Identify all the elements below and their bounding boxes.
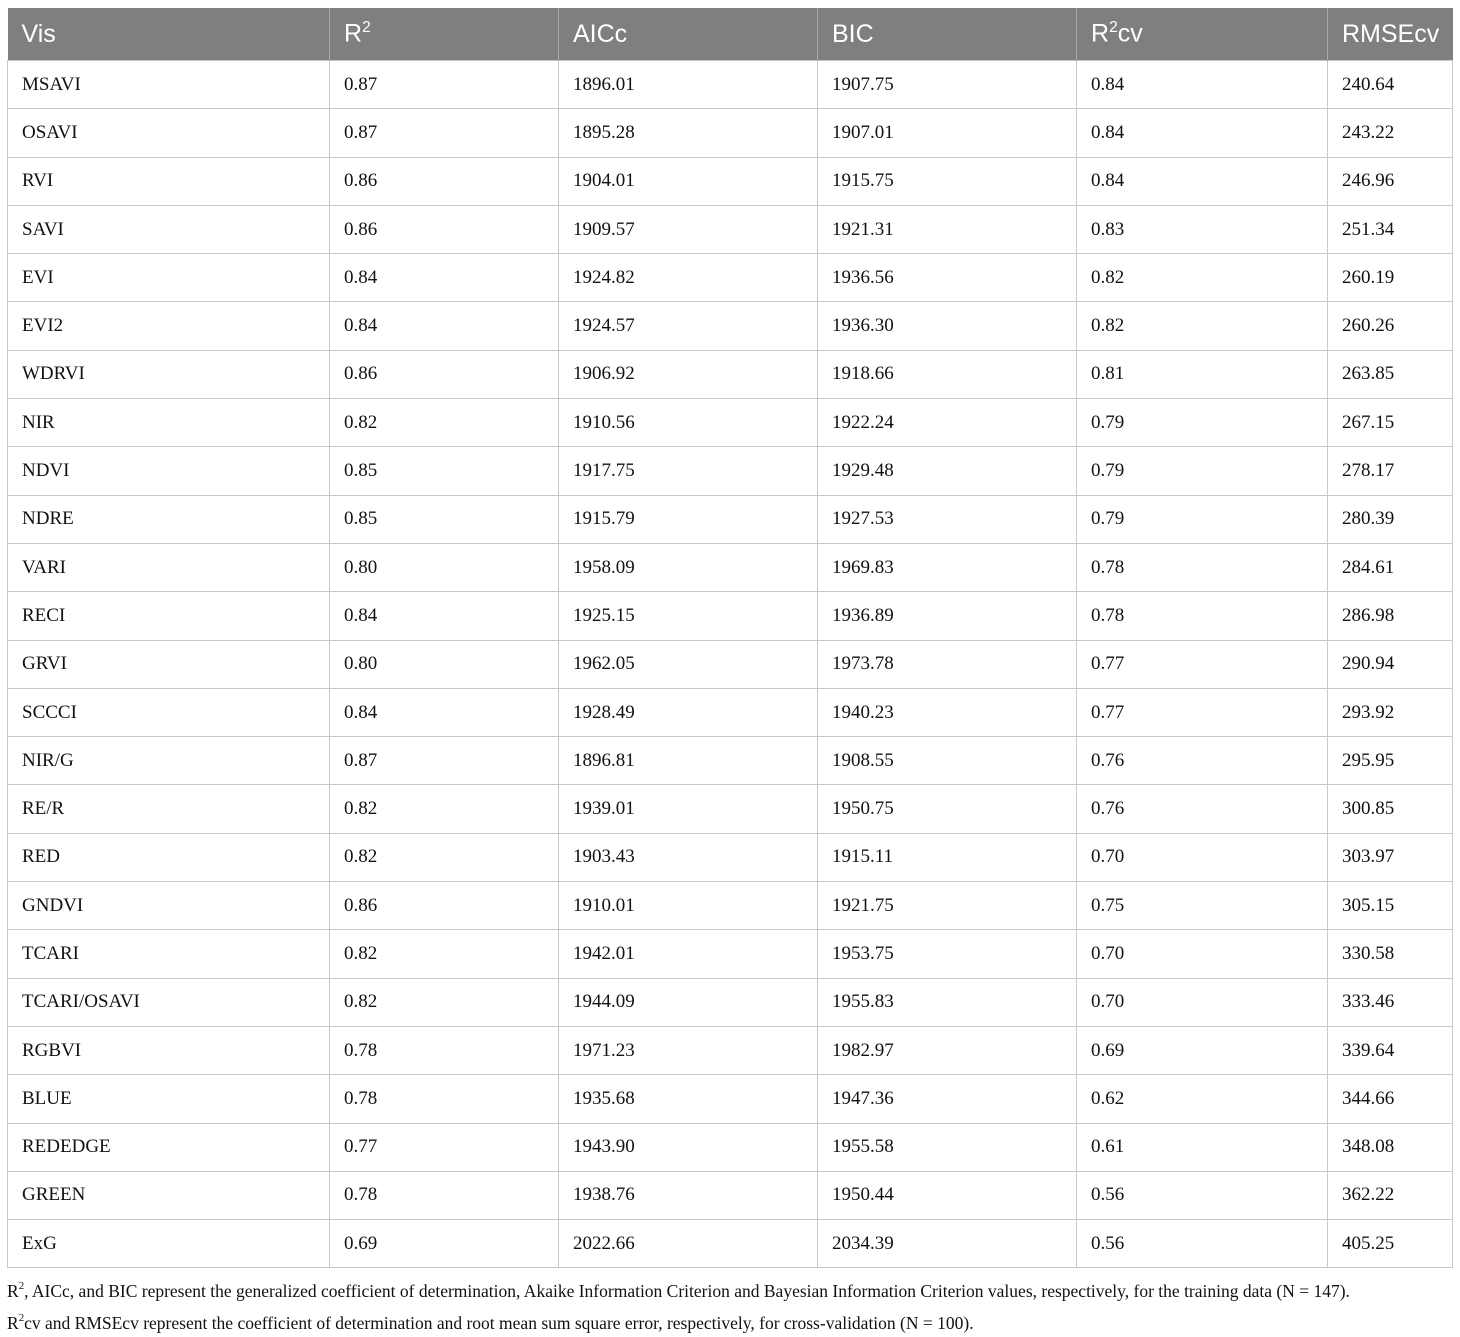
table-cell: NDRE [8,495,330,543]
table-cell: 1921.31 [818,205,1077,253]
table-row [8,1123,1453,1171]
header-label: R [344,19,363,48]
table-cell: 0.70 [1077,833,1328,881]
table-cell: 0.78 [330,1075,559,1123]
table-cell: 1973.78 [818,640,1077,688]
footnote-text: cv and RMSEcv represent the coefficient of determination and root mean sum square error, respectively, for cross-validation (N = 100). [24,1312,974,1333]
table-cell: 0.84 [330,688,559,736]
column-header [1077,8,1328,61]
header-suffix: cv [1117,19,1143,48]
table-row [8,833,1453,881]
table-cell: 1915.75 [818,157,1077,205]
results-table [7,8,1453,1268]
table-cell: 0.61 [1077,1123,1328,1171]
table-cell: TCARI/OSAVI [8,978,330,1026]
table-row [8,61,1453,109]
table-cell: 1928.49 [559,688,818,736]
table-row [8,640,1453,688]
table-cell: 0.77 [330,1123,559,1171]
table-cell: 339.64 [1328,1026,1453,1074]
table-cell: ExG [8,1220,330,1268]
table-cell: 1910.56 [559,399,818,447]
table-cell: 0.86 [330,157,559,205]
header-label: RMSEcv [1342,19,1440,48]
table-cell: 0.62 [1077,1075,1328,1123]
table-cell: 286.98 [1328,592,1453,640]
table-cell: 0.84 [330,592,559,640]
table-row [8,785,1453,833]
table-cell: 305.15 [1328,882,1453,930]
table-cell: 0.85 [330,495,559,543]
table-cell: 0.79 [1077,495,1328,543]
footnote-superscript: 2 [18,1280,25,1293]
table-cell: TCARI [8,930,330,978]
table-cell: NIR [8,399,330,447]
footnote-superscript: 2 [18,1312,25,1325]
table-cell: 0.78 [330,1026,559,1074]
table-cell: 0.78 [1077,543,1328,591]
table-header-row [8,8,1453,61]
table-cell: 1915.11 [818,833,1077,881]
table-cell: 0.82 [330,399,559,447]
table-cell: 1938.76 [559,1171,818,1219]
table-row [8,1171,1453,1219]
table-cell: 0.86 [330,350,559,398]
table-cell: 0.85 [330,447,559,495]
table-row [8,205,1453,253]
table-row [8,543,1453,591]
table-cell: 1925.15 [559,592,818,640]
table-cell: 1950.75 [818,785,1077,833]
table-cell: 280.39 [1328,495,1453,543]
table-cell: 251.34 [1328,205,1453,253]
table-cell: 1915.79 [559,495,818,543]
table-cell: 0.80 [330,543,559,591]
footnote-line [7,1273,1457,1305]
table-cell: 1955.83 [818,978,1077,1026]
table-cell: MSAVI [8,61,330,109]
table-cell: 1917.75 [559,447,818,495]
table-row [8,495,1453,543]
table-cell: 0.76 [1077,737,1328,785]
table-row [8,592,1453,640]
table-cell: 1924.82 [559,254,818,302]
table-cell: BLUE [8,1075,330,1123]
header-label: R [1091,19,1110,48]
table-cell: 0.78 [1077,592,1328,640]
table-cell: NDVI [8,447,330,495]
table-cell: 1935.68 [559,1075,818,1123]
table-cell: 1947.36 [818,1075,1077,1123]
table-cell: 1936.30 [818,302,1077,350]
table-cell: 0.86 [330,882,559,930]
table-cell: RE/R [8,785,330,833]
table-cell: GRVI [8,640,330,688]
column-header [818,8,1077,61]
table-row [8,1075,1453,1123]
table-cell: 1943.90 [559,1123,818,1171]
table-row [8,109,1453,157]
table-cell: WDRVI [8,350,330,398]
table-cell: 1908.55 [818,737,1077,785]
table-cell: 0.84 [330,254,559,302]
table-cell: 1909.57 [559,205,818,253]
table-cell: 1918.66 [818,350,1077,398]
table-cell: 240.64 [1328,61,1453,109]
table-cell: 1939.01 [559,785,818,833]
table-cell: 260.19 [1328,254,1453,302]
table-container [7,8,1452,1268]
table-row [8,1026,1453,1074]
table-footnote [7,1273,1457,1337]
table-cell: 0.79 [1077,447,1328,495]
header-superscript: 2 [1109,18,1118,36]
table-cell: 0.83 [1077,205,1328,253]
table-row [8,157,1453,205]
table-cell: 243.22 [1328,109,1453,157]
table-cell: 0.76 [1077,785,1328,833]
table-cell: 0.81 [1077,350,1328,398]
table-cell: 246.96 [1328,157,1453,205]
table-cell: 1924.57 [559,302,818,350]
table-cell: 0.78 [330,1171,559,1219]
table-cell: 1955.58 [818,1123,1077,1171]
table-cell: 0.84 [1077,61,1328,109]
table-cell: 1896.81 [559,737,818,785]
table-cell: 290.94 [1328,640,1453,688]
table-cell: 1904.01 [559,157,818,205]
table-cell: 0.87 [330,109,559,157]
table-cell: GREEN [8,1171,330,1219]
table-cell: 1936.89 [818,592,1077,640]
header-superscript: 2 [362,18,371,36]
table-cell: 1942.01 [559,930,818,978]
table-cell: 1907.75 [818,61,1077,109]
table-cell: 1950.44 [818,1171,1077,1219]
table-cell: 0.70 [1077,978,1328,1026]
table-cell: 1940.23 [818,688,1077,736]
table-cell: 344.66 [1328,1075,1453,1123]
table-row [8,688,1453,736]
table-cell: 1944.09 [559,978,818,1026]
table-cell: 0.80 [330,640,559,688]
table-cell: 0.82 [330,785,559,833]
table-row [8,447,1453,495]
table-cell: 0.82 [330,833,559,881]
table-cell: 1906.92 [559,350,818,398]
table-cell: 263.85 [1328,350,1453,398]
footnote-text: , AICc, and BIC represent the generalized coefficient of determination, Akaike Information Criterion and Bayesian Information Criterion values, respectively, for the training data (N = 147). [24,1280,1350,1301]
table-cell: 284.61 [1328,543,1453,591]
table-cell: 1922.24 [818,399,1077,447]
table-cell: 0.82 [1077,254,1328,302]
table-cell: VARI [8,543,330,591]
table-cell: 303.97 [1328,833,1453,881]
footnote-symbol: R [7,1280,19,1301]
table-cell: 0.87 [330,61,559,109]
table-row [8,737,1453,785]
table-cell: 0.82 [1077,302,1328,350]
table-cell: 300.85 [1328,785,1453,833]
table-cell: REDEDGE [8,1123,330,1171]
table-cell: 362.22 [1328,1171,1453,1219]
table-cell: 278.17 [1328,447,1453,495]
table-cell: 1903.43 [559,833,818,881]
table-cell: GNDVI [8,882,330,930]
table-cell: 1895.28 [559,109,818,157]
header-label: Vis [21,19,56,48]
table-row [8,930,1453,978]
table-row [8,302,1453,350]
table-cell: 333.46 [1328,978,1453,1026]
header-label: AICc [573,19,628,48]
table-cell: 0.56 [1077,1171,1328,1219]
table-cell: 1921.75 [818,882,1077,930]
table-cell: 1910.01 [559,882,818,930]
table-cell: 1982.97 [818,1026,1077,1074]
table-cell: 1929.48 [818,447,1077,495]
table-cell: 0.82 [330,930,559,978]
table-cell: 2034.39 [818,1220,1077,1268]
table-cell: 0.56 [1077,1220,1328,1268]
table-cell: 0.77 [1077,688,1328,736]
table-cell: 0.87 [330,737,559,785]
table-cell: 260.26 [1328,302,1453,350]
table-row [8,399,1453,447]
table-cell: 0.69 [330,1220,559,1268]
table-cell: 1927.53 [818,495,1077,543]
table-cell: 0.69 [1077,1026,1328,1074]
table-cell: 0.84 [1077,157,1328,205]
table-body [8,61,1453,1268]
table-cell: 0.84 [1077,109,1328,157]
table-row [8,254,1453,302]
table-cell: 1936.56 [818,254,1077,302]
table-cell: 1907.01 [818,109,1077,157]
table-cell: 267.15 [1328,399,1453,447]
footnote-symbol: R [7,1312,19,1333]
table-cell: 0.70 [1077,930,1328,978]
table-cell: RECI [8,592,330,640]
table-row [8,1220,1453,1268]
table-cell: 0.84 [330,302,559,350]
column-header [330,8,559,61]
table-cell: RED [8,833,330,881]
table-cell: 0.82 [330,978,559,1026]
column-header [1328,8,1453,61]
table-cell: EVI [8,254,330,302]
table-cell: SCCCI [8,688,330,736]
table-cell: RVI [8,157,330,205]
table-cell: 1962.05 [559,640,818,688]
table-cell: 295.95 [1328,737,1453,785]
table-cell: 1971.23 [559,1026,818,1074]
table-cell: 405.25 [1328,1220,1453,1268]
table-cell: RGBVI [8,1026,330,1074]
column-header [559,8,818,61]
table-cell: NIR/G [8,737,330,785]
table-cell: 1953.75 [818,930,1077,978]
table-row [8,978,1453,1026]
table-cell: 330.58 [1328,930,1453,978]
table-cell: 0.86 [330,205,559,253]
table-cell: 2022.66 [559,1220,818,1268]
table-cell: 1896.01 [559,61,818,109]
table-cell: 348.08 [1328,1123,1453,1171]
table-cell: 0.79 [1077,399,1328,447]
table-row [8,882,1453,930]
table-cell: 0.77 [1077,640,1328,688]
column-header [8,8,330,61]
table-cell: 1969.83 [818,543,1077,591]
table-cell: OSAVI [8,109,330,157]
table-cell: SAVI [8,205,330,253]
header-label: BIC [832,19,874,48]
table-cell: 293.92 [1328,688,1453,736]
footnote-line [7,1305,1457,1337]
table-cell: 0.75 [1077,882,1328,930]
table-cell: EVI2 [8,302,330,350]
table-row [8,350,1453,398]
table-cell: 1958.09 [559,543,818,591]
